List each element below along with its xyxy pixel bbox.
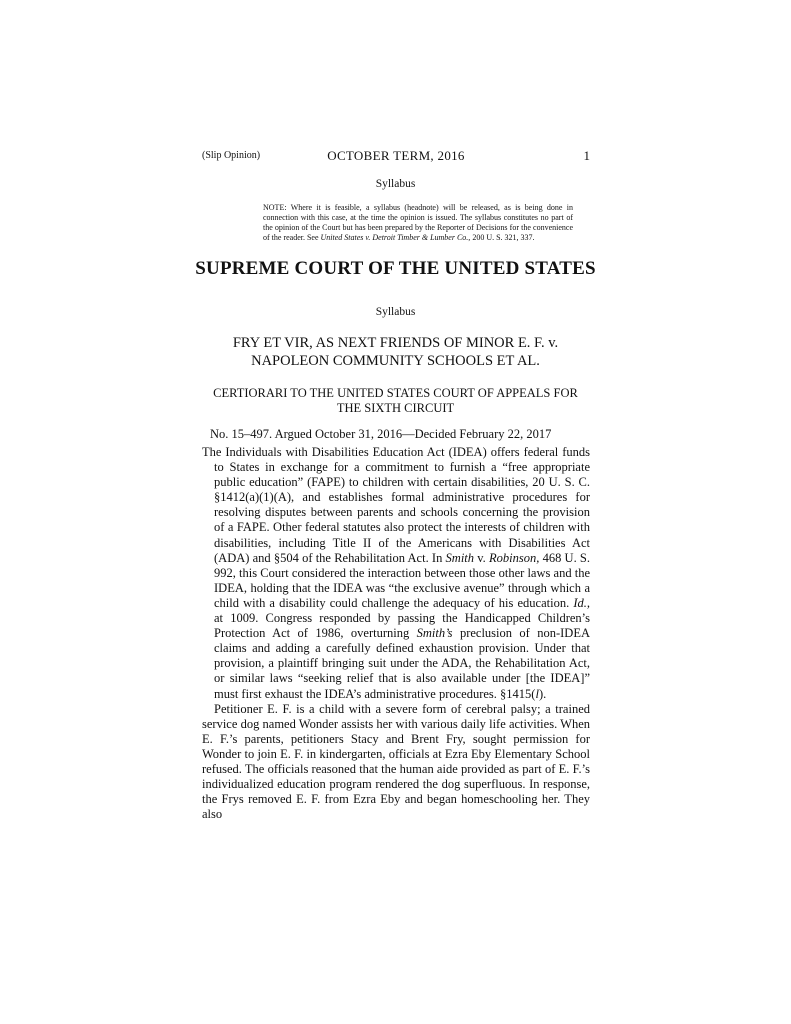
paragraph-1 — [202, 445, 590, 702]
caption-line-2: NAPOLEON COMMUNITY SCHOOLS ET AL. — [251, 353, 540, 369]
para1-text-e: ). — [538, 686, 547, 701]
running-header — [202, 148, 590, 166]
statute-subsection: l — [535, 686, 539, 701]
syllabus-heading: Syllabus — [375, 306, 416, 318]
slip-opinion-label: (Slip Opinion) — [202, 150, 261, 161]
case-caption — [0, 334, 791, 370]
docket-line: No. 15–497. Argued October 31, 2016—Decided February 22, 2017 — [210, 427, 552, 441]
note-case-name: United States v. Detroit Timber & Lumber Co., — [320, 233, 471, 242]
case-name-smith: Smith — [445, 550, 475, 565]
caption-line-1: FRY ET VIR, AS NEXT FRIENDS OF MINOR E. F. v. — [232, 335, 559, 351]
case-name-smiths: Smith’s — [416, 626, 453, 641]
id-citation: Id., — [573, 595, 590, 610]
term-label: OCTOBER TERM, 2016 — [327, 148, 465, 163]
certiorari-heading — [0, 386, 791, 416]
para1-text-a: The Individuals with Disabilities Education Act (IDEA) offers federal funds to States in exchange for a commitment to furnish a “free appropriate public education” (FAPE) to children with certain disabilities, 20 U. S. C. §1412(a)(1)(A), and establishes formal administrative procedures for resolving disputes between parents and schools concerning the provision of a FAPE. Other federal statutes also protect the interests of children with disabilities, including Title II of the Americans with Disabilities Act (ADA) and §504 of the Rehabilitation Act. In — [202, 445, 590, 565]
case-name-robinson: Robinson, — [489, 550, 540, 565]
syllabus-heading-top: Syllabus — [375, 178, 416, 190]
reporter-note — [263, 203, 573, 243]
para1-text-c: at 1009. Congress responded by passing the Handicapped Children’s Protection Act of 1986, overturning — [214, 611, 590, 641]
page-number: 1 — [583, 148, 590, 163]
paragraph-2: Petitioner E. F. is a child with a severe form of cerebral palsy; a trained service dog named Wonder assists her with various daily life activities. When E. F.’s parents, petitioners Stacy and Brent Fry, sought permission for Wonder to join E. F. in kindergarten, officials at Ezra Eby Elementary School refused. The officials reasoned that the human aide provided as part of E. F.’s individualized education program rendered the dog superfluous. In response, the Frys removed E. F. from Ezra Eby and began homeschooling her. They also — [202, 701, 590, 822]
certiorari-line-1: CERTIORARI TO THE UNITED STATES COURT OF APPEALS FOR — [213, 386, 578, 400]
para1-v: v. — [474, 550, 490, 565]
syllabus-body — [202, 445, 590, 822]
note-text: NOTE: Where it is feasible, a syllabus (headnote) will be released, as is being done in connection with this case, at the time the opinion is issued. The syllabus constitutes no part of the opinion of the Court but has been prepared by the Reporter of Decisions for the convenience of the reader. See — [263, 203, 573, 242]
note-citation: 200 U. S. 321, 337. — [470, 233, 535, 242]
certiorari-line-2: THE SIXTH CIRCUIT — [336, 401, 455, 415]
para1-text-b: 468 U. S. 992, this Court considered the interaction between those other laws and the IDEA, holding that the IDEA was “the exclusive avenue” through which a child with a disability could challenge the adequacy of his education. — [214, 550, 590, 610]
para1-text-d: preclusion of non-IDEA claims and adding a carefully defined exhaustion provision. Under that provision, a plaintiff bringing suit under the ADA, the Rehabilitation Act, or similar laws “seeking relief that is also available under [the IDEA]” must first exhaust the IDEA’s administrative procedures. §1415( — [214, 626, 590, 701]
court-title: SUPREME COURT OF THE UNITED STATES — [195, 258, 596, 279]
